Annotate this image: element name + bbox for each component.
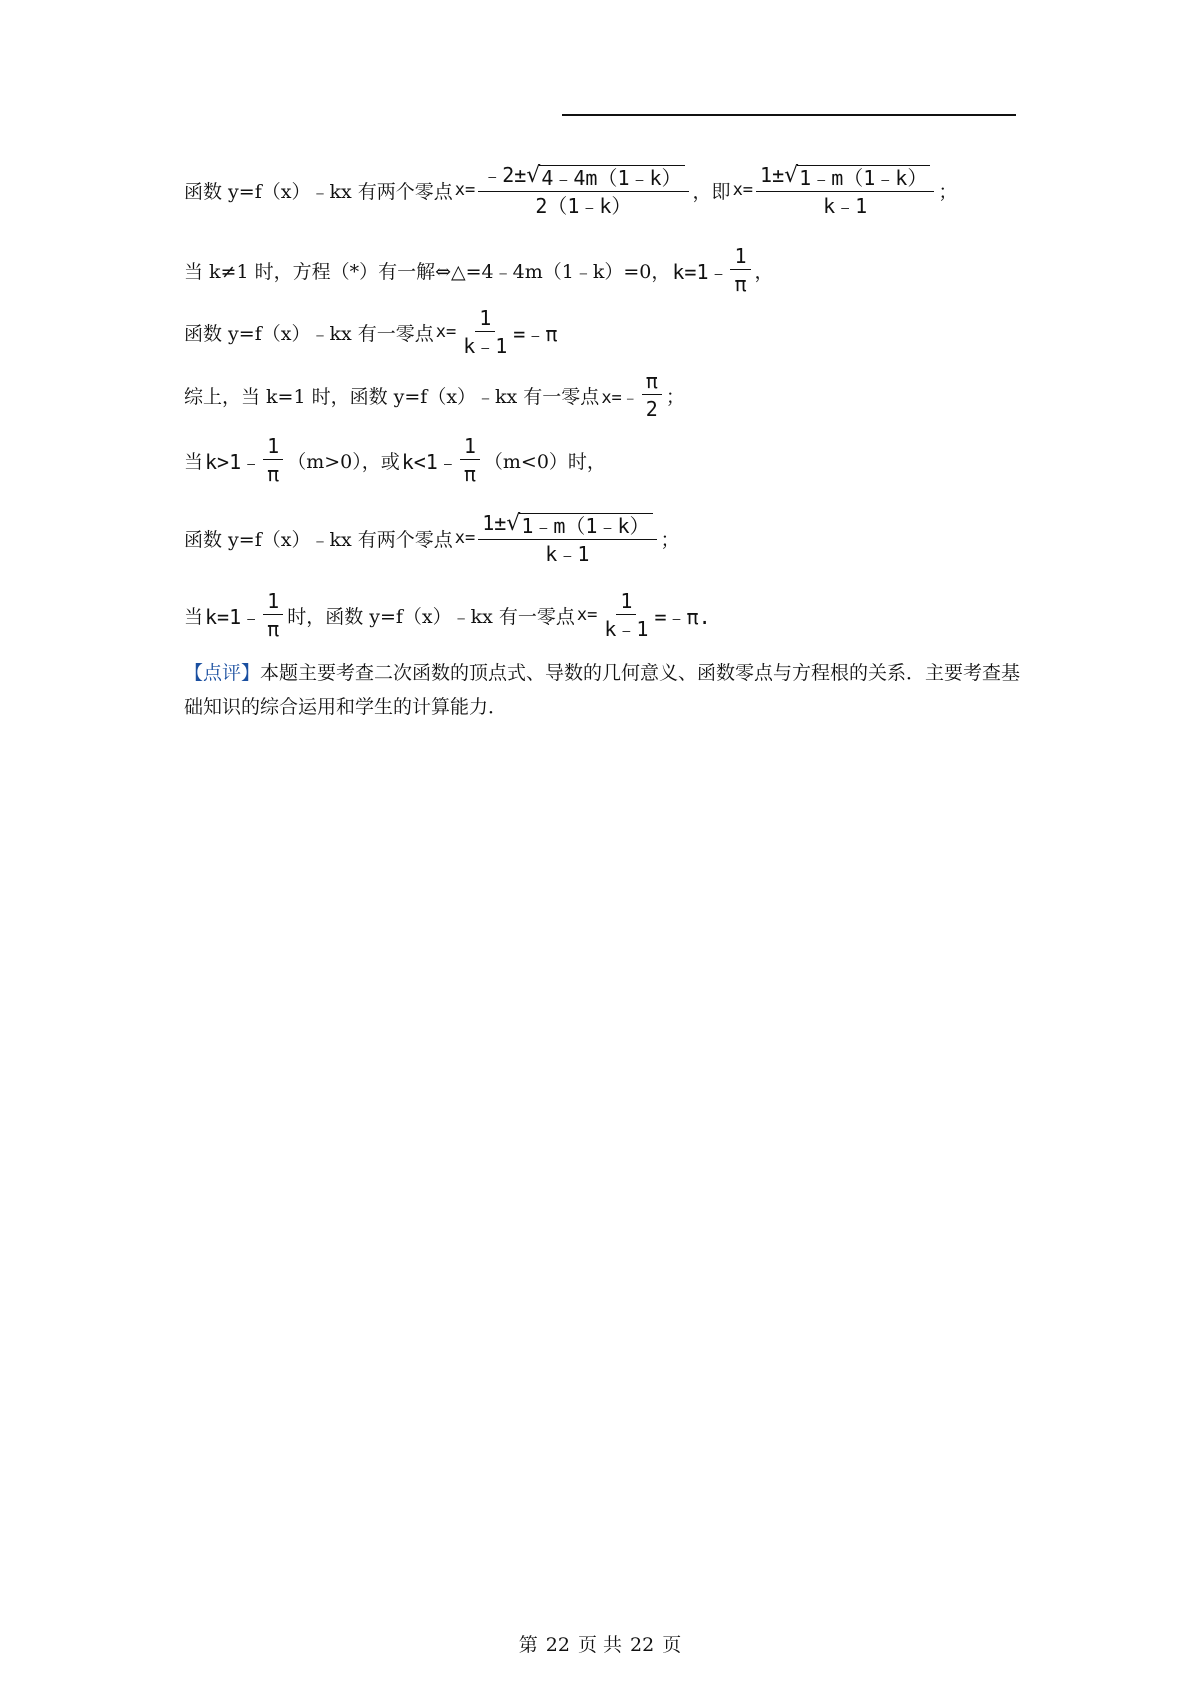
k-inequality: k<1﹣ xyxy=(401,449,458,474)
solution-line-5 xyxy=(184,430,606,490)
denominator: 2（1﹣k） xyxy=(535,193,632,218)
line-text: 当 xyxy=(184,450,204,473)
fraction xyxy=(460,435,480,485)
formula-x-root xyxy=(577,590,711,640)
formula-x-roots xyxy=(455,512,659,565)
radicand: 1﹣m（1﹣k） xyxy=(797,165,930,189)
sqrt xyxy=(506,510,652,538)
k-equals: k=1﹣ xyxy=(672,259,729,284)
denominator: k﹣1 xyxy=(604,617,649,641)
formula-x-roots xyxy=(455,164,691,217)
formula-k xyxy=(205,590,285,640)
numerator: 1 xyxy=(263,590,283,615)
comment-tag: 【点评】 xyxy=(184,662,261,684)
denominator: π xyxy=(734,272,747,296)
page-footer xyxy=(0,1630,1200,1657)
line-text: 函数 y=f（x）﹣kx 有两个零点 xyxy=(184,180,453,203)
x-equals: x= xyxy=(576,605,598,625)
fraction xyxy=(263,435,283,485)
fraction xyxy=(478,512,656,565)
line-text: 当 xyxy=(184,605,204,628)
fraction xyxy=(600,590,652,640)
numerator xyxy=(478,512,656,540)
line-text: 函数 y=f（x）﹣kx 有一零点 xyxy=(184,322,434,345)
sqrt xyxy=(526,162,684,190)
radical-icon: √ xyxy=(526,162,541,188)
denominator: π xyxy=(463,462,476,486)
line-end: ； xyxy=(660,528,680,551)
formula-x-root xyxy=(601,370,664,420)
fraction xyxy=(459,307,511,357)
fraction xyxy=(756,164,934,217)
radical-icon: √ xyxy=(784,162,799,188)
num-prefix: 1± xyxy=(760,162,785,187)
page-number: 22 xyxy=(545,1634,570,1656)
num-prefix: ﹣2± xyxy=(482,162,527,187)
footer-mid: 页 共 xyxy=(577,1634,623,1656)
numerator: 1 xyxy=(616,590,636,615)
fraction xyxy=(478,164,688,217)
comment-paragraph xyxy=(184,656,1034,724)
formula-x-roots-simplified xyxy=(733,164,937,217)
line-end: ； xyxy=(665,385,685,408)
fraction xyxy=(642,370,662,420)
footer-prefix: 第 xyxy=(518,1634,538,1656)
formula-result: =﹣π xyxy=(513,321,558,346)
page-total: 22 xyxy=(630,1634,655,1656)
x-equals: x= xyxy=(454,528,476,548)
denominator: 2 xyxy=(645,397,658,421)
sqrt xyxy=(784,162,930,190)
fraction xyxy=(263,590,283,640)
formula-result: =﹣π. xyxy=(654,604,711,629)
numerator xyxy=(478,164,688,192)
formula-k-less xyxy=(402,435,482,485)
line-text: 时，函数 y=f（x）﹣kx 有一零点 xyxy=(287,605,575,628)
x-equals: x= xyxy=(454,180,476,200)
numerator: 1 xyxy=(460,435,480,460)
formula-x-root xyxy=(436,307,558,357)
solution-line-6 xyxy=(184,508,680,568)
solution-line-4 xyxy=(184,365,685,425)
x-equals: x= xyxy=(435,322,457,342)
radicand: 4﹣4m（1﹣k） xyxy=(539,165,684,189)
formula-k xyxy=(672,245,752,295)
x-equals: x= xyxy=(732,180,754,200)
denominator: k﹣1 xyxy=(545,541,590,566)
denominator: k﹣1 xyxy=(823,193,868,218)
line-text: 综上，当 k=1 时，函数 y=f（x）﹣kx 有一零点 xyxy=(184,385,600,408)
solution-line-3 xyxy=(184,302,559,362)
fraction xyxy=(730,245,750,295)
numerator xyxy=(756,164,934,192)
solution-line-1 xyxy=(184,160,957,220)
line-text: （m>0），或 xyxy=(287,450,400,473)
line-text: 当 k≠1 时，方程（*）有一解⇔△=4﹣4m（1﹣k）=0， xyxy=(184,260,671,283)
header-rule xyxy=(562,114,1016,116)
num-prefix: 1± xyxy=(482,510,507,535)
numerator: 1 xyxy=(730,245,750,270)
comment-text: 本题主要考查二次函数的顶点式、导数的几何意义、函数零点与方程根的关系．主要考查基础知识的综合运用和学生的计算能力． xyxy=(184,662,1021,718)
numerator: 1 xyxy=(263,435,283,460)
radicand: 1﹣m（1﹣k） xyxy=(519,513,652,537)
formula-k-greater xyxy=(205,435,285,485)
k-equals: k=1﹣ xyxy=(205,604,262,629)
denominator: π xyxy=(267,462,280,486)
numerator: 1 xyxy=(475,307,495,332)
line-end: ， xyxy=(754,260,774,283)
denominator: k﹣1 xyxy=(463,334,508,358)
numerator: π xyxy=(642,370,662,395)
denominator: π xyxy=(267,617,280,641)
line-text: ，即 xyxy=(692,180,731,203)
radical-icon: √ xyxy=(506,510,521,536)
k-inequality: k>1﹣ xyxy=(205,449,262,474)
line-end: ； xyxy=(938,180,958,203)
x-equals: x=﹣ xyxy=(601,387,639,408)
solution-line-7 xyxy=(184,585,713,645)
footer-suffix: 页 xyxy=(662,1634,682,1656)
solution-line-2 xyxy=(184,240,774,300)
line-text: 函数 y=f（x）﹣kx 有两个零点 xyxy=(184,528,453,551)
line-text: （m<0）时， xyxy=(483,450,606,473)
